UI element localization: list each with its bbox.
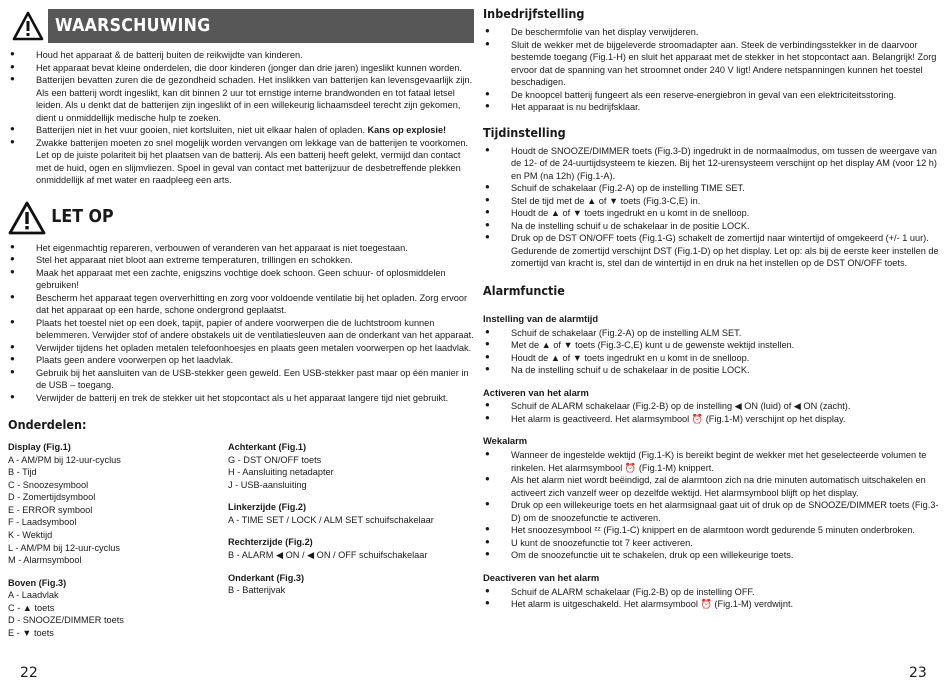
parts-item: M - Alarmsymbool: [8, 555, 82, 566]
subsection-title: Deactiveren van het alarm: [483, 571, 600, 583]
explosion-warning: Kans op explosie!: [367, 125, 447, 136]
warning-title: WAARSCHUWING: [55, 14, 211, 36]
subsection-title: Wekalarm: [483, 435, 528, 447]
parts-item: A - AM/PM bij 12-uur-cyclus: [8, 454, 121, 465]
list-item: ● Na de instelling schuif u de schakelaar in de positie LOCK.: [483, 364, 943, 377]
parts-group-title: Linkerzijde (Fig.2): [228, 502, 307, 513]
list-item: ● Bescherm het apparaat tegen oververhitting en zorg voor voldoende ventilatie bij het opladen. Zorg ervoor dat het apparaat op een harde, schone ondergrond geplaatst.: [8, 292, 474, 317]
parts-column-1: [8, 441, 228, 649]
parts-item: D - Zomertijdsymbool: [8, 492, 96, 503]
list-item: ● Om de snoozefunctie uit te schakelen, druk op een willekeurige toets.: [483, 549, 943, 562]
list-item: ● Plaats het toestel niet op een doek, tapijt, papier of andere voorwerpen die de luchtstroom kunnen belemmeren. Verwijder stof of andere obstakels uit de ventilatiesleuven aan de onderkant van het apparaat.: [8, 317, 474, 342]
warning-banner: [8, 9, 474, 43]
time-list: [483, 145, 943, 270]
parts-item: A - TIME SET / LOCK / ALM SET schuifschakelaar: [228, 514, 434, 525]
parts-item: H - Aansluiting netadapter: [228, 467, 334, 478]
parts-item: F - Laadsymbool: [8, 517, 77, 528]
parts-item: E - ERROR symbool: [8, 504, 93, 515]
parts-title: Onderdelen:: [8, 417, 87, 433]
list-item: ● Sluit de wekker met de bijgeleverde stroomadapter aan. Steek de verbindingsstekker in de daarvoor bestemde toegang (Fig.1-H) en sluit het apparaat met de stekker in het stopcontact aan. Belangrijk! Zorg ervoor dat de spanning van het stroomnet onder 240 V ligt! Andere netspanningen kunnen het toestel beschadigen.: [483, 39, 943, 89]
caution-heading: [8, 199, 474, 237]
list-item: ● Na de instelling schuif u de schakelaar in de positie LOCK.: [483, 220, 943, 233]
list-item: ● Druk op een willekeurige toets en het alarmsignaal gaat uit of druk op de SNOOZE/DIMMER toets (Fig.3-D) om de snoozefunctie te activeren.: [483, 499, 943, 524]
parts-group: [8, 577, 228, 640]
list-item: ● Batterijen niet in het vuur gooien, niet kortsluiten, niet uit elkaar halen of opladen. Kans op explosie!: [8, 124, 474, 137]
list-item: ● U kunt de snoozefunctie tot 7 keer activeren.: [483, 537, 943, 550]
list-item: ● Als het alarm niet wordt beëindigd, zal de alarmtoon zich na drie minuten automatisch uitschakelen en activeert zich vanzelf weer op dezelfde wektijd. Het alarmsymbool blijft op het display.: [483, 474, 943, 499]
caution-list: [8, 242, 474, 405]
section-title-time: Tijdinstelling: [483, 124, 566, 140]
parts-item: J - USB-aansluiting: [228, 479, 307, 490]
list-item: ● Druk op de DST ON/OFF toets (Fig.1-G) schakelt de zomertijd naar wintertijd of omgekeerd (+/- 1 uur). Gedurende de zomertijd verschijnt DST (Fig.1-D) op het display. Let op: als bij de eerste keer instellen de zomertijd van kracht is, stel dan de wintertijd in en druk na het instellen op de DST ON/OFF toets.: [483, 232, 943, 270]
caution-title: LET OP: [51, 206, 114, 228]
parts-item: D - SNOOZE/DIMMER toets: [8, 615, 124, 626]
list-item: ● Schuif de schakelaar (Fig.2-A) op de instelling TIME SET.: [483, 182, 943, 195]
list-item: ● Het alarm is uitgeschakeld. Het alarmsymbool ⏰ (Fig.1-M) verdwijnt.: [483, 598, 943, 611]
alarm-activate-list: [483, 400, 943, 425]
list-item: ● Verwijder de batterij en trek de stekker uit het stopcontact als u het apparaat langere tijd niet gebruikt.: [8, 392, 474, 405]
parts-item: G - DST ON/OFF toets: [228, 454, 322, 465]
section-title-startup: Inbedrijfstelling: [483, 6, 585, 21]
list-item: ● Plaats geen andere voorwerpen op het laadvlak.: [8, 354, 474, 367]
list-item: ● Schuif de ALARM schakelaar (Fig.2-B) op de instelling OFF.: [483, 586, 943, 599]
list-item: ● Houdt de SNOOZE/DIMMER toets (Fig.3-D) ingedrukt in de normaalmodus, om tussen de weergave van de 12- of de 24-uurtijdsysteem te kiezen. Bij het 12-urensysteem verschijnt op het display AM (voor 12 h) en PM (na 12h) (Fig.1-A).: [483, 145, 943, 183]
list-item: ● De knoopcel batterij fungeert als een reserve-energiebron in geval van een elektriciteitsstoring.: [483, 89, 943, 102]
list-item: ● Het apparaat bevat kleine onderdelen, die door kinderen (jonger dan drie jaren) ingeslikt kunnen worden.: [8, 62, 474, 75]
list-item: ● Maak het apparaat met een zachte, enigszins vochtige doek schoon. Geen schuur- of oplosmiddelen gebruiken!: [8, 267, 474, 292]
warning-list: [8, 49, 474, 187]
list-item: ● Het snoozesymbool ᶻᶻ (Fig.1-C) knippert en de alarmtoon wordt gedurende 5 minuten onderbroken.: [483, 524, 943, 537]
left-page: [8, 0, 474, 649]
section-title-alarm: Alarmfunctie: [483, 282, 565, 298]
parts-group-title: Onderkant (Fig.3): [228, 572, 305, 583]
list-item: ● Houdt de ▲ of ▼ toets ingedrukt en u komt in de snelloop.: [483, 352, 943, 365]
parts-item: L - AM/PM bij 12-uur-cyclus: [8, 542, 120, 553]
caution-triangle-icon: [8, 201, 46, 235]
parts-group-title: Boven (Fig.3): [8, 577, 67, 588]
list-item: ● Verwijder tijdens het opladen metalen telefoonhoesjes en plaats geen metalen voorwerpen op het laadvlak.: [8, 342, 474, 355]
parts-item: K - Wektijd: [8, 529, 53, 540]
parts-group-title: Display (Fig.1): [8, 442, 71, 453]
list-item: ● Schuif de schakelaar (Fig.2-A) op de instelling ALM SET.: [483, 327, 943, 340]
list-item: ● Gebruik bij het aansluiten van de USB-stekker geen geweld. Een USB-stekker past maar op één manier in de USB – toegang.: [8, 367, 474, 392]
list-item: ● Het apparaat is nu bedrijfsklaar.: [483, 101, 943, 114]
list-item: ● Het eigenmachtig repareren, verbouwen of veranderen van het apparaat is niet toegestaan.: [8, 242, 474, 255]
alarm-deactivate-list: [483, 586, 943, 611]
list-item: ● Schuif de ALARM schakelaar (Fig.2-B) op de instelling ◀ ON (luid) of ◀ ON (zacht).: [483, 400, 943, 413]
parts-group: [228, 501, 448, 526]
list-item: ● Stel het apparaat niet bloot aan extreme temperaturen, trillingen en schokken.: [8, 254, 474, 267]
wake-alarm-list: [483, 449, 943, 562]
parts-group: [8, 441, 228, 566]
startup-list: [483, 26, 943, 114]
list-item: ● De beschermfolie van het display verwijderen.: [483, 26, 943, 39]
parts-item: B - Tijd: [8, 467, 37, 478]
parts-group-title: Achterkant (Fig.1): [228, 442, 307, 453]
page-number-left: 22: [20, 665, 38, 681]
warning-triangle-icon: [8, 9, 48, 43]
list-item: ● Zwakke batterijen moeten zo snel mogelijk worden vervangen om lekkage van de batterijen te voorkomen. Let op de juiste polariteit bij het plaatsen van de batterij. Als een batterij heeft gelekt, vermijd dan contact met de huid, ogen en slijmvliezen. Spoel in geval van contact met batterijzuur de desbetreffende plekken onmiddellijk af met water en raadpleeg een arts.: [8, 137, 474, 187]
parts-group: [228, 572, 448, 597]
subsection-title: Activeren van het alarm: [483, 386, 589, 398]
parts-group: [228, 441, 448, 491]
subsection-title: Instelling van de alarmtijd: [483, 312, 599, 324]
parts-item: C - Snoozesymbool: [8, 479, 89, 490]
list-item: ● Batterijen bevatten zuren die de gezondheid schaden. Het inslikken van batterijen kan levensgevaarlijk zijn. Als een batterij wordt ingeslikt, kan dit binnen 2 uur tot ernstige interne brandwonden en tot fataal letsel leiden. Als u denkt dat de batterijen zijn ingeslikt of in een willekeurig lichaamsdeel terecht zijn gekomen, dient u onmiddellijk medische hulp te zoeken.: [8, 74, 474, 124]
list-item: ● Houdt de ▲ of ▼ toets ingedrukt en u komt in de snelloop.: [483, 207, 943, 220]
list-item: ● Wanneer de ingestelde wektijd (Fig.1-K) is bereikt begint de wekker met het geselecteerde volumen te rinkelen. Het alarmsymbool ⏰ (Fig.1-M) knippert.: [483, 449, 943, 474]
parts-group-title: Rechterzijde (Fig.2): [228, 537, 313, 548]
parts-group: [228, 536, 448, 561]
list-item: ● Stel de tijd met de ▲ of ▼ toets (Fig.3-C,E) in.: [483, 195, 943, 208]
list-item: ● Met de ▲ of ▼ toets (Fig.3-C,E) kunt u de gewenste wektijd instellen.: [483, 339, 943, 352]
parts-item: B - Batterijvak: [228, 585, 286, 596]
parts-item: A - Laadvlak: [8, 590, 59, 601]
parts-item: B - ALARM ◀ ON / ◀ ON / OFF schuifschakelaar: [228, 549, 428, 560]
page-number-right: 23: [909, 665, 927, 681]
list-item: ● Het alarm is geactiveerd. Het alarmsymbool ⏰ (Fig.1-M) verschijnt op het display.: [483, 413, 943, 426]
parts-item: C - ▲ toets: [8, 602, 55, 613]
list-item: ● Houd het apparaat & de batterij buiten de reikwijdte van kinderen.: [8, 49, 474, 62]
right-page: [483, 0, 943, 611]
parts-list: [8, 441, 474, 649]
parts-column-2: [228, 441, 448, 649]
parts-item: E - ▼ toets: [8, 627, 54, 638]
alarm-set-list: [483, 327, 943, 377]
